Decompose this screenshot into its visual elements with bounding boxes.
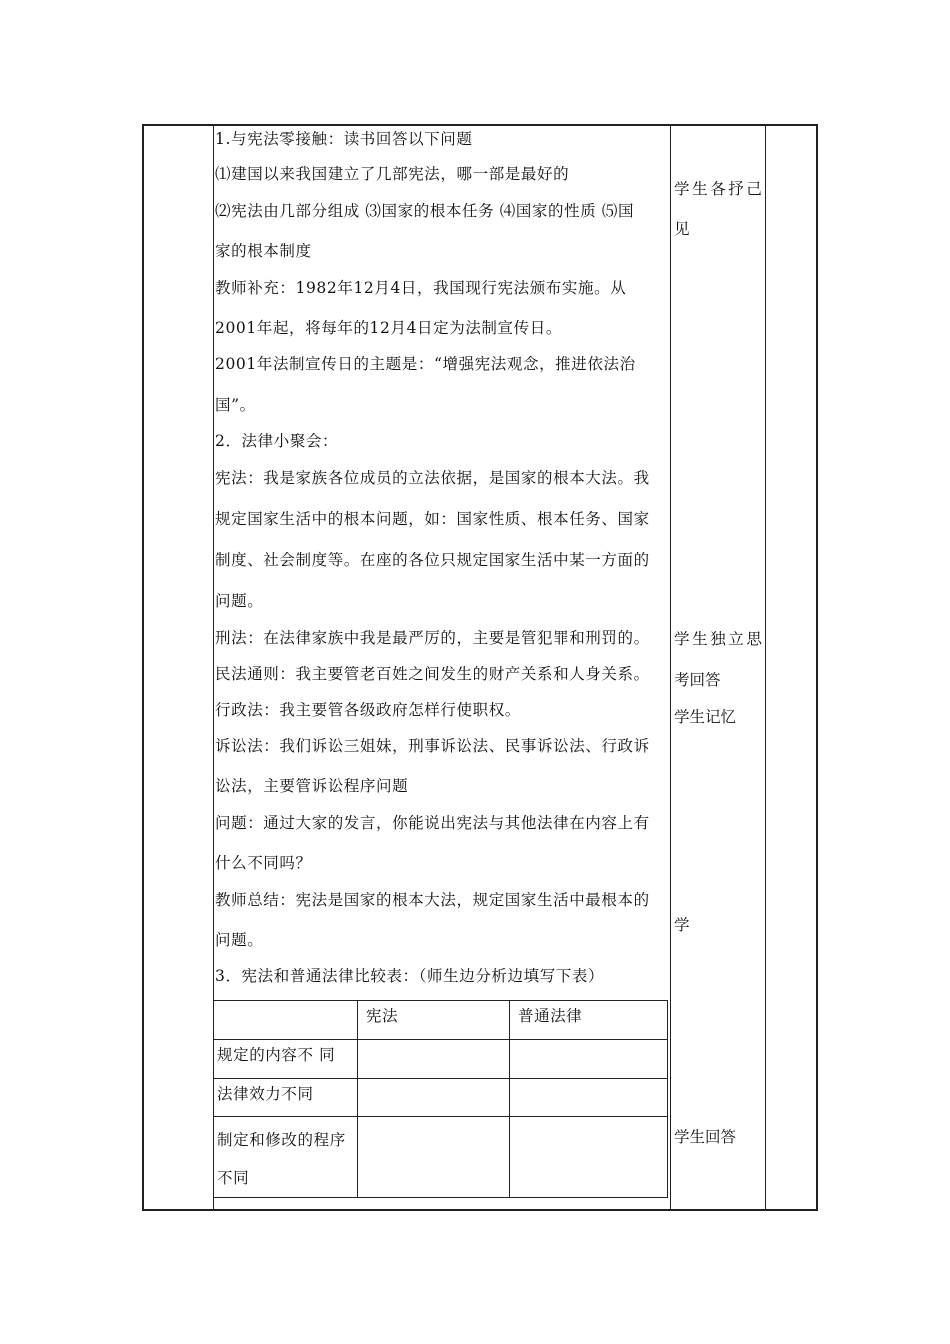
comparison-table — [213, 1000, 668, 1198]
content-line: 2001年起，将每年的12月4日定为法制宣传日。 — [215, 319, 562, 337]
table-cell — [358, 1117, 510, 1198]
student-note: 学生各抒己 — [674, 180, 765, 198]
row-label: 法律效力不同 — [214, 1079, 358, 1117]
content-line: 2001年法制宣传日的主题是：“增强宪法观念，推进依法治 — [215, 355, 636, 373]
content-line: 问题。 — [215, 931, 264, 949]
content-line: 国”。 — [215, 396, 256, 414]
content-line: 问题：通过大家的发言，你能说出宪法与其他法律在内容上有 — [215, 814, 650, 832]
content-line: 家的根本制度 — [215, 242, 312, 260]
content-line: 宪法：我是家族各位成员的立法依据，是国家的根本大法。我 — [215, 469, 650, 487]
table-cell — [510, 1117, 668, 1198]
row-label: 规定的内容不 同 — [214, 1040, 358, 1079]
content-line: 1.与宪法零接触：读书回答以下问题 — [215, 130, 473, 148]
table-header-cell — [214, 1001, 358, 1040]
column-divider — [765, 126, 766, 1209]
table-header-cell: 普通法律 — [510, 1001, 668, 1040]
content-line: 规定国家生活中的根本问题，如：国家性质、根本任务、国家 — [215, 510, 650, 528]
content-line: 2．法律小聚会： — [215, 432, 339, 450]
content-line: 教师总结：宪法是国家的根本大法，规定国家生活中最根本的 — [215, 891, 650, 909]
student-note: 学生记忆 — [674, 708, 737, 726]
table-cell — [358, 1079, 510, 1117]
table-row — [214, 1079, 668, 1117]
table-row — [214, 1117, 668, 1198]
content-line: 什么不同吗？ — [215, 854, 312, 872]
content-line: 教师补充：1982年12月4日，我国现行宪法颁布实施。从 — [215, 279, 627, 297]
content-line: 行政法：我主要管各级政府怎样行使职权。 — [215, 701, 521, 719]
table-header-row — [214, 1001, 668, 1040]
student-note: 见 — [674, 220, 690, 238]
content-line: 诉讼法：我们诉讼三姐妹，刑事诉讼法、民事诉讼法、行政诉 — [215, 737, 650, 755]
content-line: ⑴建国以来我国建立了几部宪法，哪一部是最好的 — [215, 165, 570, 183]
table-cell — [510, 1079, 668, 1117]
row-label: 制定和修改的程序不同 — [214, 1117, 358, 1198]
content-line: 3．宪法和普通法律比较表：（师生边分析边填写下表） — [215, 967, 605, 985]
table-cell — [510, 1040, 668, 1079]
student-note: 学 — [674, 916, 690, 934]
column-divider — [670, 126, 671, 1209]
content-line: 制度、社会制度等。在座的各位只规定国家生活中某一方面的 — [215, 551, 650, 569]
table-row — [214, 1040, 668, 1079]
student-note: 学生独立思 — [674, 630, 765, 648]
content-line: 民法通则：我主要管老百姓之间发生的财产关系和人身关系。 — [215, 665, 650, 683]
content-line: 讼法，主要管诉讼程序问题 — [215, 777, 409, 795]
content-line: ⑵宪法由几部分组成 ⑶国家的根本任务 ⑷国家的性质 ⑸国 — [215, 202, 635, 220]
table-cell — [358, 1040, 510, 1079]
content-line: 问题。 — [215, 592, 264, 610]
content-line: 刑法：在法律家族中我是最严厉的，主要是管犯罪和刑罚的。 — [215, 629, 650, 647]
table-header-cell: 宪法 — [358, 1001, 510, 1040]
student-note: 考回答 — [674, 671, 721, 689]
student-note: 学生回答 — [674, 1128, 737, 1146]
